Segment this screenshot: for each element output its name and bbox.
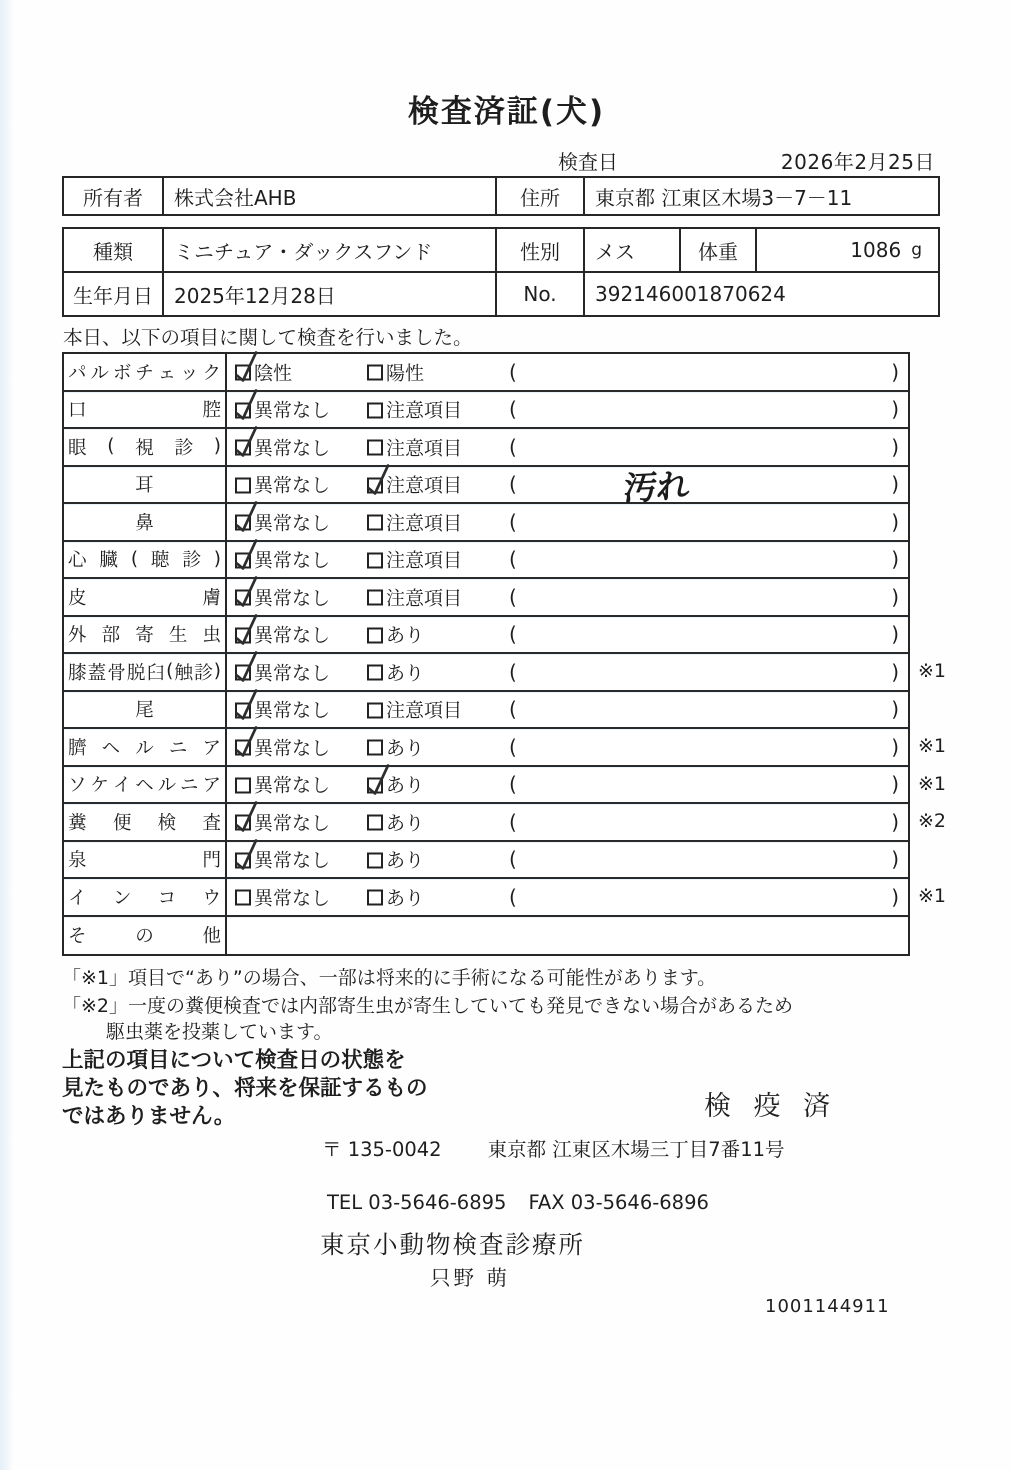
inspection-date-label: 検査日 [558, 150, 618, 174]
check-icon [233, 649, 260, 685]
option-label: 注意項目 [386, 549, 463, 572]
option-o2 [367, 358, 424, 385]
option-o1 [235, 358, 292, 385]
checkbox-checked[interactable] [235, 815, 251, 831]
checkbox[interactable] [367, 627, 383, 643]
option-o1 [235, 696, 330, 723]
checklist-row [64, 879, 908, 917]
checklist-row-content [227, 842, 908, 878]
option-o1 [235, 471, 330, 498]
checkbox-checked[interactable] [235, 402, 251, 418]
checklist-row [64, 617, 908, 655]
option-o1 [235, 396, 330, 423]
checklist-row [64, 804, 908, 842]
checklist-row-content [227, 879, 908, 915]
option-label: 陰性 [254, 362, 293, 385]
option-label: 異常なし [254, 549, 331, 572]
checklist-row-label: 皮 膚 [64, 579, 227, 615]
check-icon [233, 724, 260, 760]
checklist [62, 352, 1002, 956]
checkbox-checked[interactable] [235, 665, 251, 681]
option-o2 [367, 733, 424, 760]
birthdate-label: 生年月日 [64, 273, 164, 315]
checkbox[interactable] [367, 365, 383, 381]
option-label: 注意項目 [386, 699, 463, 722]
address-value: 東京都 江東区木場3－7－11 [595, 185, 853, 210]
checklist-row-label: ソ ケ イ ヘ ル ニ ア [64, 767, 227, 803]
option-label: 異常なし [254, 624, 331, 647]
check-icon [233, 386, 260, 422]
checkbox-checked[interactable] [235, 515, 251, 531]
weight-unit: g [911, 240, 922, 260]
footnote-2-line2: 駆虫薬を投薬しています。 [106, 1021, 333, 1043]
option-label: あり [386, 737, 425, 760]
remark-mark: ※2 [918, 810, 947, 832]
check-icon [365, 461, 392, 497]
checkbox[interactable] [235, 777, 251, 793]
option-label: 異常なし [254, 812, 331, 835]
pet-row-1 [64, 229, 938, 273]
number-value: 392146001870624 [595, 282, 786, 306]
checklist-row-content [227, 654, 908, 690]
option-o2 [367, 771, 424, 798]
checklist-row-content [227, 729, 908, 765]
footnote-2-line1: 「※2」一度の糞便検査では内部寄生虫が寄生していても発見できない場合があるため [62, 995, 794, 1017]
option-label: 異常なし [254, 437, 331, 460]
option-o2 [367, 883, 424, 910]
checklist-row [64, 917, 908, 955]
pet-table [62, 227, 940, 317]
option-label: 異常なし [254, 474, 331, 497]
remark-mark: ※1 [918, 735, 947, 757]
clinic-phone-line [327, 1191, 709, 1214]
checkbox[interactable] [235, 477, 251, 493]
check-icon [233, 574, 260, 610]
paren-close: ) [891, 734, 899, 759]
clinic-postal-code: 〒 135-0042 [322, 1138, 442, 1161]
veterinarian-name: 只野 萌 [429, 1266, 511, 1290]
disclaimer [62, 1047, 428, 1131]
weight-value: 1086 [850, 238, 902, 262]
checklist-row-content [227, 465, 908, 509]
checklist-row-label: 口 腔 [64, 392, 227, 428]
checkbox-checked[interactable] [367, 477, 383, 493]
paren-close: ) [891, 472, 899, 497]
sex-value: メス [585, 229, 681, 271]
check-icon [233, 536, 260, 572]
checkbox[interactable] [367, 552, 383, 568]
checklist-row-label: 臍 ヘ ル ニ ア [64, 729, 227, 765]
checklist-row-label: そ の 他 [64, 917, 227, 955]
paren-open: ( [509, 884, 517, 909]
address-label: 住所 [497, 178, 585, 214]
checkbox[interactable] [367, 440, 383, 456]
checklist-row [64, 579, 908, 617]
owner-table [62, 176, 940, 216]
clinic-name: 東京小動物検査診療所 [320, 1230, 585, 1259]
checkbox-checked[interactable] [235, 552, 251, 568]
paren-close: ) [891, 809, 899, 834]
option-o1 [235, 583, 330, 610]
birthdate-value: 2025年12月28日 [164, 273, 497, 315]
checklist-row-content [227, 504, 908, 540]
paren-open: ( [509, 622, 517, 647]
option-o2 [367, 808, 424, 835]
checkbox[interactable] [367, 740, 383, 756]
checklist-row-label: 心 臓 ( 聴 診 ) [64, 542, 227, 578]
paren-open: ( [509, 697, 517, 722]
paren-close: ) [891, 509, 899, 534]
option-label: 異常なし [254, 587, 331, 610]
checklist-row-label: イ ン コ ウ [64, 879, 227, 915]
option-label: 注意項目 [386, 512, 463, 535]
option-label: 異常なし [254, 512, 331, 535]
clinic-tel: TEL 03-5646-6895 [327, 1191, 507, 1214]
check-icon [233, 611, 260, 647]
checklist-remarks [918, 352, 998, 956]
checklist-row-content [227, 542, 908, 578]
option-o2 [367, 846, 424, 873]
checkbox-checked[interactable] [235, 440, 251, 456]
option-label: 注意項目 [386, 474, 463, 497]
paren-close: ) [891, 772, 899, 797]
paren-close: ) [891, 847, 899, 872]
pet-row-2 [64, 273, 938, 315]
paren-open: ( [509, 659, 517, 684]
checklist-row-label: 泉 門 [64, 842, 227, 878]
checklist-row [64, 729, 908, 767]
checklist-row [64, 429, 908, 467]
paren-close: ) [891, 434, 899, 459]
checklist-row-label: パ ル ボ チ ェ ッ ク [64, 354, 227, 390]
paren-open: ( [509, 547, 517, 572]
option-o1 [235, 508, 330, 535]
checkbox[interactable] [367, 515, 383, 531]
option-label: あり [386, 849, 425, 872]
paren-open: ( [509, 359, 517, 384]
option-label: 異常なし [254, 399, 331, 422]
checkbox-checked[interactable] [235, 365, 251, 381]
checkbox[interactable] [235, 890, 251, 906]
paren-close: ) [891, 659, 899, 684]
remark-mark: ※1 [918, 660, 947, 682]
number-label: No. [497, 273, 585, 315]
option-o1 [235, 621, 330, 648]
checkbox-checked[interactable] [235, 740, 251, 756]
option-label: 異常なし [254, 737, 331, 760]
serial-number: 1001144911 [765, 1296, 890, 1317]
option-o2 [367, 696, 462, 723]
disclaimer-line-3: ではありません。 [62, 1104, 236, 1129]
option-label: 注意項目 [386, 399, 463, 422]
disclaimer-line-2: 見たものであり、将来を保証するもの [62, 1076, 428, 1101]
owner-name: 株式会社AHB [164, 178, 497, 214]
paren-open: ( [509, 434, 517, 459]
option-o2 [367, 621, 424, 648]
check-icon [233, 424, 260, 460]
checklist-row [64, 542, 908, 580]
option-label: 陽性 [386, 362, 425, 385]
paren-open: ( [509, 472, 517, 497]
checklist-row-content [227, 692, 908, 728]
breed-value: ミニチュア・ダックスフンド [164, 229, 497, 271]
checklist-row-label: 外 部 寄 生 虫 [64, 617, 227, 653]
checkbox[interactable] [367, 402, 383, 418]
option-o1 [235, 433, 330, 460]
intro-text: 本日、以下の項目に関して検査を行いました。 [63, 326, 473, 349]
clinic-address: 東京都 江東区木場三丁目7番11号 [487, 1138, 785, 1161]
option-o1 [235, 846, 330, 873]
checklist-row [64, 692, 908, 730]
page-title: 検査済証(犬) [407, 94, 606, 130]
paren-close: ) [891, 397, 899, 422]
checkbox-checked[interactable] [235, 627, 251, 643]
checklist-row-content [227, 617, 908, 653]
paren-open: ( [509, 772, 517, 797]
checkbox-checked[interactable] [235, 590, 251, 606]
option-o2 [367, 583, 462, 610]
option-o2 [367, 433, 462, 460]
option-o1 [235, 733, 330, 760]
check-icon [233, 349, 260, 385]
checklist-table [62, 352, 910, 956]
checkbox-checked[interactable] [235, 852, 251, 868]
disclaimer-line-1: 上記の項目について検査日の状態を [62, 1048, 406, 1073]
checklist-row [64, 767, 908, 805]
clinic-address-line [322, 1134, 785, 1162]
option-o2 [367, 508, 462, 535]
checkbox-checked[interactable] [235, 702, 251, 718]
checklist-row [64, 354, 908, 392]
option-o1 [235, 658, 330, 685]
check-icon [233, 499, 260, 535]
sex-label: 性別 [497, 229, 585, 271]
checkbox[interactable] [367, 590, 383, 606]
quarantine-stamp: 検 疫 済 [704, 1091, 838, 1122]
paren-open: ( [509, 509, 517, 534]
option-label: あり [386, 812, 425, 835]
checklist-row-content [227, 354, 908, 390]
paren-close: ) [891, 584, 899, 609]
option-o2 [367, 546, 462, 573]
inspection-date-value: 2026年2月25日 [780, 150, 935, 174]
checkbox[interactable] [367, 702, 383, 718]
option-o2 [367, 658, 424, 685]
option-label: 異常なし [254, 662, 331, 685]
checklist-row [64, 465, 908, 509]
option-label: あり [386, 662, 425, 685]
paren-close: ) [891, 359, 899, 384]
remark-mark: ※1 [918, 772, 947, 795]
check-icon [233, 686, 260, 722]
option-o1 [235, 808, 330, 835]
owner-label: 所有者 [64, 178, 164, 214]
checklist-row-content [227, 767, 908, 803]
checklist-row-content [227, 392, 908, 428]
paren-close: ) [891, 697, 899, 722]
clinic-fax: FAX 03-5646-6896 [528, 1191, 709, 1214]
checklist-row [64, 504, 908, 542]
paren-open: ( [509, 809, 517, 834]
checklist-row [64, 392, 908, 430]
option-label: 異常なし [254, 699, 331, 722]
checkbox[interactable] [367, 852, 383, 868]
checklist-row-content [227, 917, 908, 955]
checkbox[interactable] [367, 890, 383, 906]
weight-label: 体重 [681, 229, 757, 271]
checkbox[interactable] [367, 665, 383, 681]
checklist-row-content [227, 579, 908, 615]
checklist-row-label: 耳 [64, 467, 227, 503]
option-label: あり [386, 624, 425, 647]
paren-open: ( [509, 397, 517, 422]
checklist-row-label: 鼻 [64, 504, 227, 540]
option-label: 異常なし [254, 774, 331, 797]
checklist-row-label: 尾 [64, 692, 227, 728]
option-label: あり [386, 774, 425, 797]
checkbox[interactable] [367, 815, 383, 831]
checklist-row [64, 842, 908, 880]
check-icon [233, 836, 260, 872]
option-o2 [367, 471, 462, 498]
paren-close: ) [891, 622, 899, 647]
option-label: 異常なし [254, 887, 331, 910]
remark-mark: ※1 [918, 885, 947, 907]
paren-open: ( [509, 847, 517, 872]
check-icon [365, 761, 392, 797]
handwritten-note: 汚れ [622, 465, 692, 509]
option-o1 [235, 883, 330, 910]
checklist-row-label: 膝 蓋 骨 脱 臼 ( 触 診 ) [64, 654, 227, 690]
checklist-row-content [227, 804, 908, 840]
option-label: あり [386, 887, 425, 910]
option-label: 注意項目 [386, 587, 463, 610]
option-o1 [235, 546, 330, 573]
checklist-row [64, 654, 908, 692]
footnote-1: 「※1」項目で“あり”の場合、一部は将来的に手術になる可能性があります。 [62, 967, 717, 989]
paren-close: ) [891, 547, 899, 572]
paren-open: ( [509, 584, 517, 609]
option-o2 [367, 396, 462, 423]
breed-label: 種類 [64, 229, 164, 271]
checklist-row-label: 眼 ( 視 診 ) [64, 429, 227, 465]
checkbox-checked[interactable] [367, 777, 383, 793]
option-label: 注意項目 [386, 437, 463, 460]
checklist-row-content [227, 429, 908, 465]
paren-open: ( [509, 734, 517, 759]
check-icon [233, 799, 260, 835]
paren-close: ) [891, 884, 899, 909]
weight-cell [757, 229, 938, 271]
option-label: 異常なし [254, 849, 331, 872]
option-o1 [235, 771, 330, 798]
checklist-row-label: 糞 便 検 査 [64, 804, 227, 840]
